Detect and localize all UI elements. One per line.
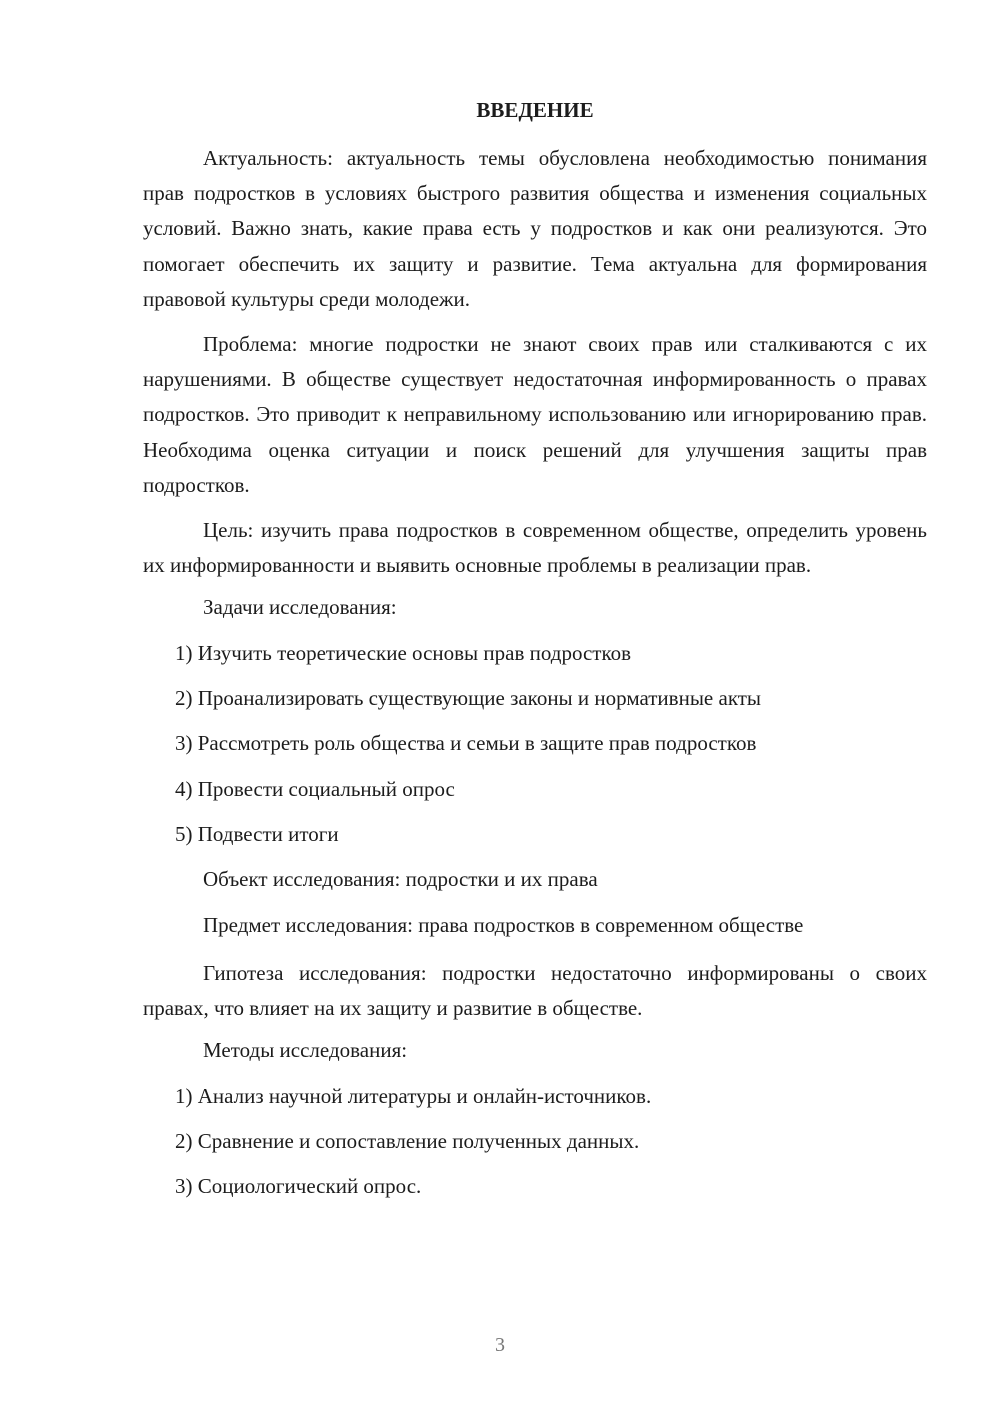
task-item-1: 1) Изучить теоретические основы прав подростков: [175, 640, 632, 665]
task-item-2: 2) Проанализировать существующие законы и нормативные акты: [175, 686, 762, 711]
task-item-5: 5) Подвести итоги: [175, 821, 339, 846]
task-item-4: 4) Провести социальный опрос: [175, 776, 455, 801]
problem-paragraph: Проблема: многие подростки не знают своих прав или сталкиваются с их нарушениями. В обществе существует недостаточная информированность о правах подростков. Это приводит к неправильному использованию или игнорированию прав. Необходима оценка ситуации и поиск решений для улучшения защиты прав подростков.: [143, 332, 927, 497]
methods-heading: Методы исследования:: [203, 1038, 408, 1063]
document-page: [143, 96, 927, 1217]
method-item-2: 2) Сравнение и сопоставление полученных данных.: [175, 1128, 640, 1153]
research-object: Объект исследования: подростки и их права: [203, 867, 598, 892]
goal-paragraph: Цель: изучить права подростков в современном обществе, определить уровень их информированности и выявить основные проблемы в реализации прав.: [143, 518, 927, 578]
method-item-3: 3) Социологический опрос.: [175, 1174, 422, 1199]
relevance-paragraph: Актуальность: актуальность темы обусловлена необходимостью понимания прав подростков в условиях быстрого развития общества и изменения социальных условий. Важно знать, какие права есть у подростков и как они реализуются. Это помогает обеспечить их защиту и развитие. Тема актуальна для формирования правовой культуры среди молодежи.: [143, 146, 927, 311]
task-item-3: 3) Рассмотреть роль общества и семьи в защите прав подростков: [175, 731, 757, 756]
research-subject: Предмет исследования: права подростков в современном обществе: [203, 912, 804, 937]
tasks-heading: Задачи исследования:: [203, 595, 397, 620]
hypothesis-paragraph: Гипотеза исследования: подростки недостаточно информированы о своих правах, что влияет на их защиту и развитие в обществе.: [143, 960, 927, 1021]
page-number: 3: [495, 1334, 505, 1356]
method-item-1: 1) Анализ научной литературы и онлайн-источников.: [175, 1083, 652, 1108]
section-title: ВВЕДЕНИЕ: [476, 98, 594, 122]
